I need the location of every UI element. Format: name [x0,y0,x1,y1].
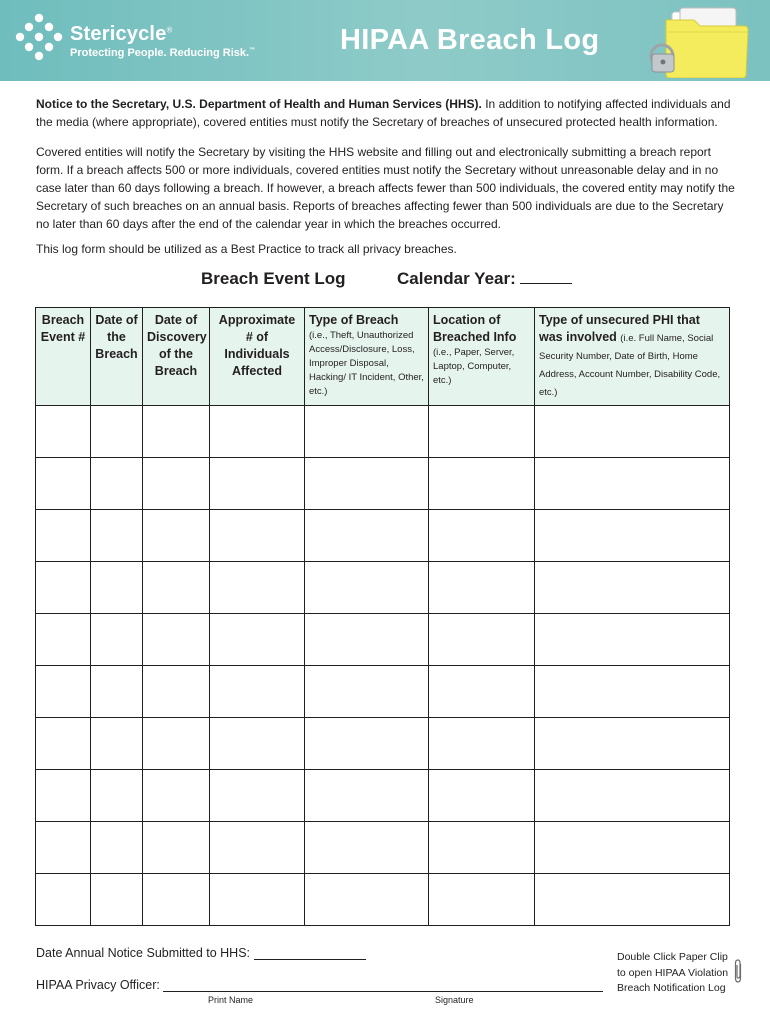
table-cell[interactable] [36,666,91,718]
table-cell[interactable] [36,562,91,614]
table-cell[interactable] [305,718,429,770]
table-cell[interactable] [210,770,305,822]
annual-notice-input[interactable] [254,946,366,960]
notice-paragraph [36,95,740,131]
table-cell[interactable] [535,458,730,510]
column-header-date-of-breach: Date of the Breach [91,308,143,406]
table-cell[interactable] [305,458,429,510]
table-cell[interactable] [535,614,730,666]
table-cell[interactable] [91,718,143,770]
table-cell[interactable] [91,770,143,822]
table-cell[interactable] [535,406,730,458]
folder-with-lock-icon [636,6,756,78]
brand-tagline: Protecting People. Reducing Risk.™ [70,47,256,59]
table-cell[interactable] [143,458,210,510]
column-header-breach-event: Breach Event # [36,308,91,406]
print-name-label: Print Name [208,995,254,1005]
table-cell[interactable] [143,406,210,458]
column-header-location: Location of Breached Info (i.e., Paper, Server, Laptop, Computer, etc.) [429,308,535,406]
privacy-officer-input[interactable] [163,978,603,992]
table-cell[interactable] [36,458,91,510]
table-cell[interactable] [535,562,730,614]
table-body [36,406,730,926]
table-cell[interactable] [143,770,210,822]
table-cell[interactable] [91,458,143,510]
table-cell[interactable] [143,510,210,562]
table-cell[interactable] [210,458,305,510]
table-cell[interactable] [535,666,730,718]
breach-log-table [35,307,730,926]
table-row [36,562,730,614]
submission-paragraph: Covered entities will notify the Secretary by visiting the HHS website and filling out and electronically submitting a breach report form. If a breach affects 500 or more individuals, covered entities must notify the Secretary without unreasonable delay and in no case later than 60 days following a breach. If however, a breach affects fewer than 500 individuals, the covered entity may notify the Secretary of such breaches on an annual basis. Reports of breaches affecting fewer than 500 individuals are due to the Secretary no later than 60 days after the end of the calendar year in which the breaches occurred. [36,145,735,231]
table-cell[interactable] [429,718,535,770]
table-cell[interactable] [210,510,305,562]
table-cell[interactable] [535,822,730,874]
column-header-phi-type: Type of unsecured PHI that was involved (i.e. Full Name, Social Security Number, Date of Birth, Home Address, Account Number, Disability Code, etc.) [535,308,730,406]
table-cell[interactable] [305,770,429,822]
table-cell[interactable] [36,770,91,822]
table-cell[interactable] [210,614,305,666]
table-cell[interactable] [429,458,535,510]
table-cell[interactable] [305,666,429,718]
stericycle-dots-logo-icon [14,12,64,62]
table-cell[interactable] [305,874,429,926]
table-cell[interactable] [535,770,730,822]
table-cell[interactable] [429,406,535,458]
table-cell[interactable] [305,406,429,458]
table-row [36,614,730,666]
privacy-officer-label: HIPAA Privacy Officer: [36,978,160,992]
table-cell[interactable] [305,822,429,874]
table-row [36,718,730,770]
table-row [36,822,730,874]
brand-name: Stericycle® [70,23,173,45]
table-cell[interactable] [210,666,305,718]
notice-heading: Notice to the Secretary, U.S. Department of Health and Human Services (HHS). [36,97,482,111]
annual-notice-label: Date Annual Notice Submitted to HHS: [36,946,251,960]
table-cell[interactable] [36,614,91,666]
table-cell[interactable] [429,562,535,614]
annual-notice-field [36,946,366,960]
table-cell[interactable] [91,406,143,458]
table-cell[interactable] [91,562,143,614]
signature-label: Signature [435,995,474,1005]
calendar-year-input[interactable] [520,269,572,284]
table-cell[interactable] [91,510,143,562]
table-cell[interactable] [91,666,143,718]
table-row [36,770,730,822]
page-title: HIPAA Breach Log [340,24,600,56]
table-row [36,874,730,926]
table-row [36,666,730,718]
table-cell[interactable] [210,406,305,458]
table-cell[interactable] [535,718,730,770]
table-cell[interactable] [143,666,210,718]
table-cell[interactable] [535,510,730,562]
table-cell[interactable] [143,614,210,666]
table-cell[interactable] [210,718,305,770]
table-cell[interactable] [210,562,305,614]
privacy-officer-field [36,978,603,992]
table-cell[interactable] [91,874,143,926]
table-cell[interactable] [91,614,143,666]
column-header-date-of-discovery: Date of Discovery of the Breach [143,308,210,406]
table-cell[interactable] [535,874,730,926]
table-cell[interactable] [36,822,91,874]
table-cell[interactable] [429,666,535,718]
table-cell[interactable] [429,614,535,666]
column-header-individuals-affected: Approximate # of Individuals Affected [210,308,305,406]
table-cell[interactable] [143,874,210,926]
paper-clip-icon[interactable] [733,958,743,984]
table-cell[interactable] [143,718,210,770]
calendar-year-field [397,269,572,289]
table-cell[interactable] [36,510,91,562]
calendar-year-label: Calendar Year: [397,269,516,288]
table-header-row [36,308,730,406]
table-cell[interactable] [36,406,91,458]
table-cell[interactable] [429,770,535,822]
table-cell[interactable] [305,614,429,666]
table-cell[interactable] [429,510,535,562]
page-header [0,0,770,81]
table-cell[interactable] [429,822,535,874]
log-title: Breach Event Log [201,269,346,288]
table-row [36,458,730,510]
table-cell[interactable] [429,874,535,926]
table-cell[interactable] [36,718,91,770]
table-cell[interactable] [210,874,305,926]
table-cell[interactable] [305,562,429,614]
notice-text: In addition to notifying affected individuals and the media (where appropriate), covered entities must notify the Secretary of breaches of unsecured protected health information. [36,97,731,129]
table-cell[interactable] [36,874,91,926]
table-cell[interactable] [143,822,210,874]
table-row [36,406,730,458]
table-cell[interactable] [143,562,210,614]
table-cell[interactable] [210,822,305,874]
table-cell[interactable] [91,822,143,874]
table-cell[interactable] [305,510,429,562]
paper-clip-note: Double Click Paper Clip to open HIPAA Violation Breach Notification Log [617,951,729,994]
column-header-type-of-breach: Type of Breach (i.e., Theft, Unauthorized Access/Disclosure, Loss, Improper Disposal, Hacking/ IT Incident, Other, etc.) [305,308,429,406]
best-practice-paragraph: This log form should be utilized as a Best Practice to track all privacy breaches. [36,242,457,256]
table-row [36,510,730,562]
